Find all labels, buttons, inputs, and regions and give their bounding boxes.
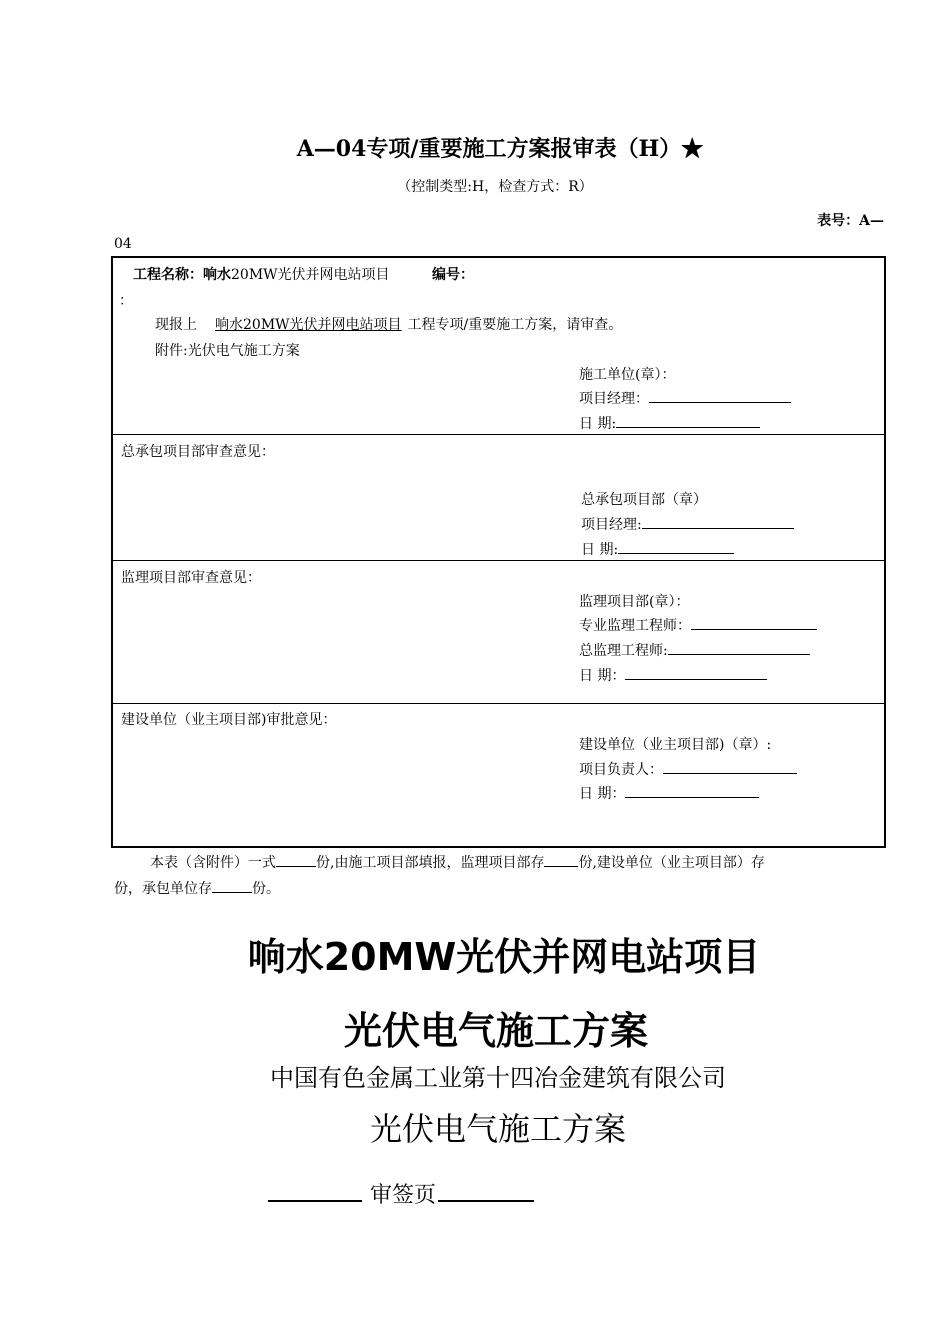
report-line — [155, 314, 622, 334]
footnote-part: 份，承包单位存 — [114, 881, 212, 897]
table-number-suffix: 04 — [114, 236, 132, 252]
chief-engineer-row — [579, 640, 810, 660]
number-colon: ： — [119, 293, 133, 309]
report-prefix: 现报上 — [155, 317, 197, 333]
construction-unit-seal: 施工单位(章）： — [579, 367, 676, 383]
gc-manager-row — [581, 514, 794, 534]
cover-plan-title: 光伏电气施工方案 — [343, 1009, 648, 1053]
signature-line — [642, 514, 794, 529]
report-project: 响水20MW光伏并网电站项目 — [215, 317, 402, 333]
supervision-date-label: 日 期： — [579, 668, 626, 684]
sign-page-row — [268, 1178, 534, 1209]
gc-manager-label: 项目经理: — [581, 517, 642, 533]
specialist-engineer-row — [579, 615, 817, 635]
blank-line — [438, 1178, 534, 1202]
footnote-part: 份,由施工项目部填报，监理项目部存 — [316, 855, 545, 871]
date-line — [625, 783, 759, 798]
footnote-part: 本表（含附件）一式 — [150, 855, 276, 871]
owner-date-row — [579, 783, 759, 803]
signature-line — [663, 759, 797, 774]
project-name-bold: 响水 — [203, 267, 231, 283]
footnote-part: 份,建设单位（业主项目部）存 — [578, 855, 765, 871]
table-number-label: 表号：A— — [817, 213, 884, 229]
owner-date-label: 日 期： — [579, 786, 626, 802]
supervision-heading: 监理项目部审查意见： — [121, 570, 261, 586]
project-manager-row — [579, 388, 791, 408]
date-row — [579, 413, 760, 433]
date-line — [625, 665, 767, 680]
project-name-label: 工程名称： — [133, 267, 203, 283]
project-name-row — [133, 264, 474, 284]
form-subtitle: （控制类型:H，检查方式：R） — [397, 179, 593, 195]
sign-page-label: 审签页 — [370, 1183, 437, 1208]
supervision-seal: 监理项目部(章）： — [579, 594, 690, 610]
section-divider — [113, 434, 884, 435]
project-name-value: 20MW光伏并网电站项目 — [231, 267, 390, 283]
blank-line — [544, 852, 578, 867]
signature-line — [668, 640, 810, 655]
date-line — [618, 539, 734, 554]
supervision-date-row — [579, 665, 767, 685]
attachment-line: 附件:光伏电气施工方案 — [155, 343, 300, 359]
general-contractor-heading: 总承包项目部审查意见： — [121, 444, 275, 460]
specialist-engineer-label: 专业监理工程师： — [579, 618, 691, 634]
owner-heading: 建设单位（业主项目部)审批意见： — [121, 712, 337, 728]
footnote-part: 份。 — [252, 881, 280, 897]
section-divider — [113, 703, 884, 704]
date-label: 日 期: — [579, 416, 617, 432]
blank-line — [212, 878, 252, 893]
gc-date-row — [581, 539, 734, 559]
blank-line — [268, 1178, 362, 1202]
blank-line — [276, 852, 316, 867]
section-divider — [113, 560, 884, 561]
owner-person-label: 项目负责人： — [579, 762, 663, 778]
footnote-line-2 — [114, 878, 280, 898]
number-label: 编号： — [432, 267, 474, 283]
owner-person-row — [579, 759, 797, 779]
footnote-line-1 — [150, 852, 765, 872]
form-title: A—04专项/重要施工方案报审表（H）★ — [296, 136, 704, 162]
date-line — [616, 413, 760, 428]
signature-line — [649, 388, 791, 403]
project-manager-label: 项目经理： — [579, 391, 649, 407]
plan-title: 光伏电气施工方案 — [369, 1110, 626, 1148]
gc-date-label: 日 期: — [581, 542, 619, 558]
chief-engineer-label: 总监理工程师: — [579, 643, 668, 659]
cover-project-title: 响水20MW光伏并网电站项目 — [247, 935, 761, 979]
company-name: 中国有色金属工业第十四冶金建筑有限公司 — [270, 1064, 726, 1092]
approval-form-table — [111, 256, 886, 848]
owner-seal: 建设单位（业主项目部)（章）: — [579, 737, 772, 753]
report-suffix: 工程专项/重要施工方案，请审查。 — [407, 317, 623, 333]
general-contractor-seal: 总承包项目部（章） — [581, 492, 707, 508]
signature-line — [691, 615, 817, 630]
